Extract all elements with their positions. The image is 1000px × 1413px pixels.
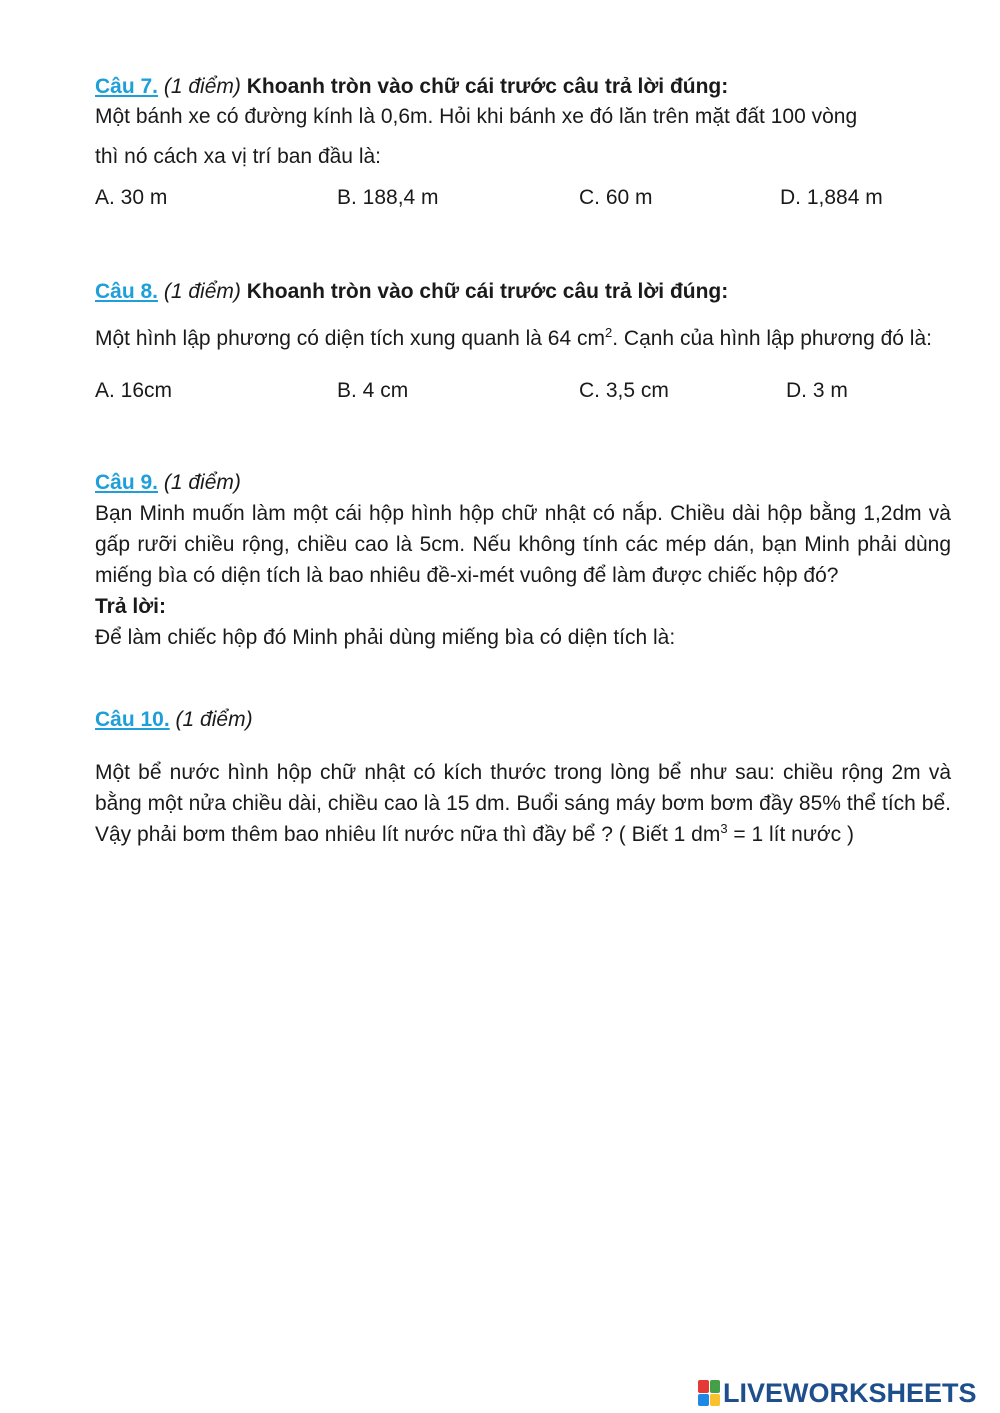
question-7-points: (1 điểm) <box>163 75 241 98</box>
question-9-number: Câu 9. <box>95 471 159 494</box>
question-7-option-c[interactable]: C. 60 m <box>579 186 653 209</box>
question-9 <box>95 468 951 653</box>
question-7-line-1: Một bánh xe có đường kính là 0,6m. Hỏi khi bánh xe đó lăn trên mặt đất 100 vòng <box>95 105 858 128</box>
question-10-number: Câu 10. <box>95 708 170 731</box>
question-9-header <box>95 468 951 498</box>
question-9-points: (1 điểm) <box>163 471 241 494</box>
question-8-points: (1 điểm) <box>163 280 241 303</box>
question-7-number: Câu 7. <box>95 75 159 98</box>
liveworksheets-logo-text: LIVEWORKSHEETS <box>723 1377 977 1408</box>
question-9-answer-label: Trả lời: <box>95 595 166 618</box>
question-8-options <box>95 376 951 406</box>
question-10-header <box>95 705 951 735</box>
question-7-option-b[interactable]: B. 188,4 m <box>337 186 439 209</box>
question-9-answer-text: Để làm chiếc hộp đó Minh phải dùng miếng bìa có diện tích là: <box>95 626 676 649</box>
question-7-instruction: Khoanh tròn vào chữ cái trước câu trả lời đúng: <box>246 75 729 98</box>
question-8 <box>95 277 951 406</box>
question-8-text-part-2: . Cạnh của hình lập phương đó là: <box>612 327 932 350</box>
question-9-text: Bạn Minh muốn làm một cái hộp hình hộp chữ nhật có nắp. Chiều dài hộp bằng 1,2dm và gấp rưỡi chiều rộng, chiều cao là 5cm. Nếu không tính các mép dán, bạn Minh phải dùng miếng bìa có diện tích là bao nhiêu đề-xi-mét vuông để làm được chiếc hộp đó? <box>95 502 951 587</box>
question-10-text-part-1: Một bể nước hình hộp chữ nhật có kích thước trong lòng bể như sau: chiều rộng 2m và bằng một nửa chiều dài, chiều cao là 15 dm. Buổi sáng máy bơm bơm đầy 85% thể tích bể. Vậy phải bơm thêm bao nhiêu lít nước nữa thì đầy bể ? ( Biết 1 dm <box>95 761 951 846</box>
question-8-option-b[interactable]: B. 4 cm <box>337 379 409 402</box>
question-10 <box>95 705 951 850</box>
question-8-text <box>95 323 951 354</box>
logo-square-green <box>710 1380 721 1393</box>
question-7-header <box>95 72 951 102</box>
question-10-text <box>95 757 951 850</box>
question-7-option-d[interactable]: D. 1,884 m <box>780 186 883 209</box>
logo-square-yellow <box>710 1394 721 1407</box>
liveworksheets-logo-icon <box>698 1380 720 1406</box>
question-7 <box>95 72 951 213</box>
question-10-points: (1 điểm) <box>175 708 253 731</box>
question-8-header <box>95 277 951 307</box>
question-8-number: Câu 8. <box>95 280 159 303</box>
question-7-line-2: thì nó cách xa vị trí ban đầu là: <box>95 145 382 168</box>
question-8-option-c[interactable]: C. 3,5 cm <box>579 379 669 402</box>
liveworksheets-logo <box>698 1376 977 1410</box>
question-10-text-part-2: = 1 lít nước ) <box>727 823 855 846</box>
question-10-superscript: 3 <box>720 821 728 836</box>
question-8-option-a[interactable]: A. 16cm <box>95 379 173 402</box>
question-7-options <box>95 183 951 213</box>
question-8-superscript: 2 <box>605 325 613 340</box>
question-7-option-a[interactable]: A. 30 m <box>95 186 168 209</box>
logo-square-red <box>698 1380 709 1393</box>
question-8-option-d[interactable]: D. 3 m <box>786 379 848 402</box>
question-8-text-part-1: Một hình lập phương có diện tích xung quanh là 64 cm <box>95 327 605 350</box>
logo-square-blue <box>698 1394 709 1407</box>
question-8-instruction: Khoanh tròn vào chữ cái trước câu trả lời đúng: <box>246 280 729 303</box>
